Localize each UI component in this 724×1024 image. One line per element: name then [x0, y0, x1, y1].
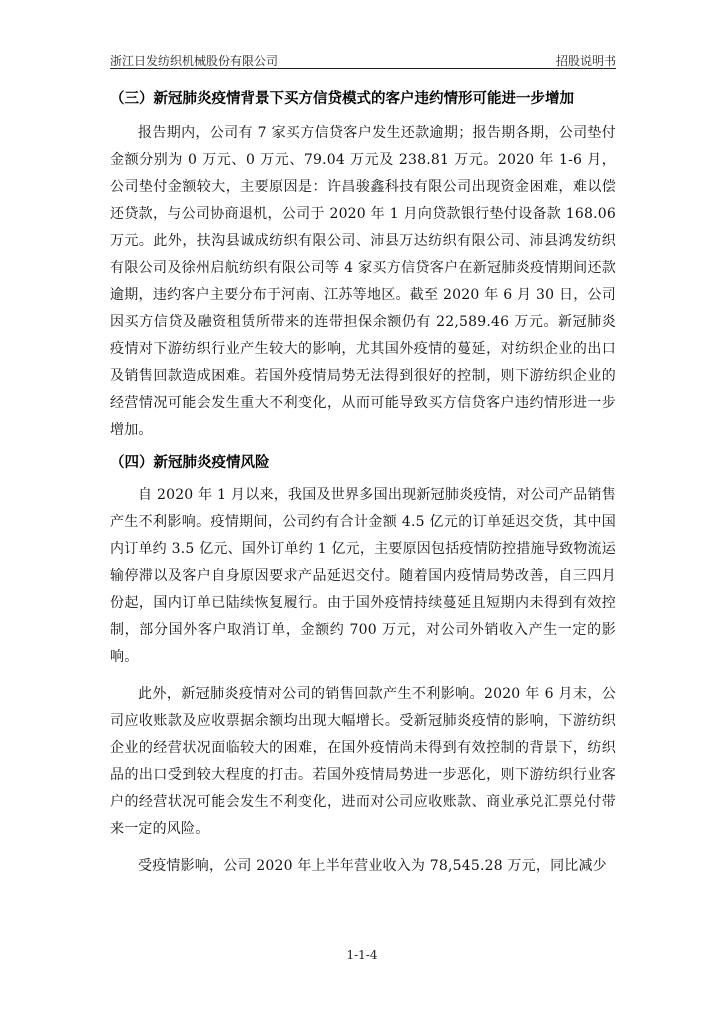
- page-header: [110, 52, 616, 69]
- paragraph-covid-revenue: 受疫情影响，公司 2020 年上半年营业收入为 78,545.28 万元，同比减少: [138, 858, 607, 874]
- section-heading-covid-risk: （四）新冠肺炎疫情风险: [110, 455, 270, 471]
- paragraph-covid-receivables: 此外，新冠肺炎疫情对公司的销售回款产生不利影响。2020 年 6 月末，公司应收账款及应收票据余额均出现大幅增长。受新冠肺炎疫情的影响，下游纺织企业的经营状况面临较大的困难，在国外疫情尚未得到有效控制的背景下，纺织品的出口受到较大程度的打击。若国外疫情局势进一步恶化，则下游纺织行业客户的经营状况可能会发生不利变化，进而对公司应收账款、商业承兑汇票兑付带来一定的风险。: [110, 686, 616, 837]
- document-body: [110, 86, 616, 880]
- header-document-type: 招股说明书: [555, 54, 616, 68]
- header-company-name: 浙江日发纺织机械股份有限公司: [110, 54, 279, 68]
- section-heading-covid-credit-default: （三）新冠肺炎疫情背景下买方信贷模式的客户违约情形可能进一步增加: [110, 91, 574, 107]
- paragraph-credit-default: 报告期内，公司有 7 家买方信贷客户发生还款逾期；报告期各期，公司垫付金额分别为 0 万元、0 万元、79.04 万元及 238.81 万元。2020 年 1-6 月，公司垫付金额较大，主要原因是：许昌骏鑫科技有限公司出现资金困难，难以偿还贷款，与公司协商退机，公司于 2020 年 1 月向贷款银行垫付设备款 168.06 万元。此外，扶沟县诚成纺织有限公司、沛县万达纺织有限公司、沛县鸿发纺织有限公司及徐州启航纺织有限公司等 4 家买方信贷客户在新冠肺炎疫情期间还款逾期，违约客户主要分布于河南、江苏等地区。截至 2020 年 6 月 30 日，公司因买方信贷及融资租赁所带来的连带担保余额仍有 22,589.46 万元。新冠肺炎疫情对下游纺织行业产生较大的影响，尤其国外疫情的蔓延，对纺织企业的出口及销售回款造成困难。若国外疫情局势无法得到很好的控制，则下游纺织企业的经营情况可能会发生重大不利变化，从而可能导致买方信贷客户违约情形进一步增加。: [110, 125, 616, 438]
- page-number: 1-1-4: [346, 948, 378, 962]
- paragraph-covid-sales-impact: 自 2020 年 1 月以来，我国及世界多国出现新冠肺炎疫情，对公司产品销售产生不利影响。疫情期间，公司约有合计金额 4.5 亿元的订单延迟交货，其中国内订单约 3.5 亿元、国外订单约 1 亿元，主要原因包括疫情防控措施导致物流运输停滞以及客户自身原因要求产品延迟交付。随着国内疫情局势改善，自三四月份起，国内订单已陆续恢复履行。由于国外疫情持续蔓延且短期内未得到有效控制，部分国外客户取消订单，金额约 700 万元，对公司外销收入产生一定的影响。: [110, 487, 616, 665]
